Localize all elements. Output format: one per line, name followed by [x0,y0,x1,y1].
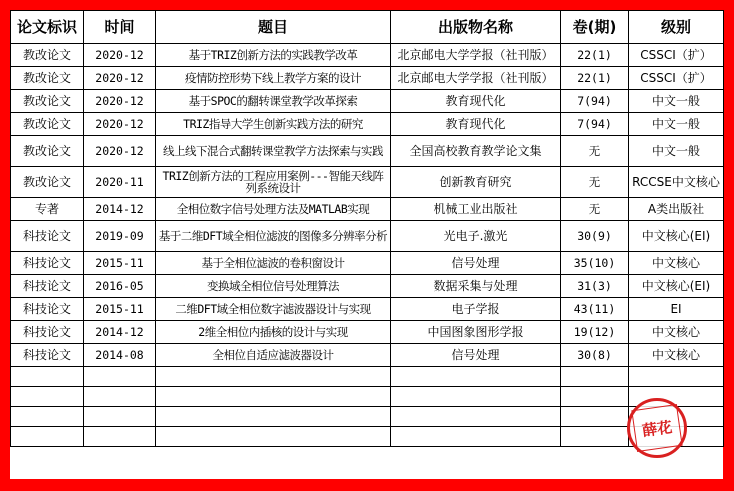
publication-cell: 数据采集与处理 [391,275,561,298]
type-cell: 教改论文 [11,136,84,167]
header-cell: 卷(期) [561,11,629,44]
date-cell: 2020-12 [84,44,156,67]
level-cell: 中文核心(EI) [629,221,724,252]
publication-cell: 信号处理 [391,252,561,275]
volume-cell: 7(94) [561,90,629,113]
title-cell: 2维全相位内插核的设计与实现 [156,321,391,344]
volume-cell: 30(9) [561,221,629,252]
empty-row [11,407,724,427]
header-cell: 题目 [156,11,391,44]
table-row [11,275,724,298]
table-row [11,321,724,344]
volume-cell: 无 [561,136,629,167]
header-cell: 时间 [84,11,156,44]
publication-cell: 机械工业出版社 [391,198,561,221]
document-sheet [10,10,723,479]
volume-cell: 43(11) [561,298,629,321]
publication-cell: 全国高校教育教学论文集 [391,136,561,167]
table-row [11,344,724,367]
table-row [11,198,724,221]
volume-cell: 无 [561,167,629,198]
empty-row [11,387,724,407]
type-cell: 科技论文 [11,252,84,275]
level-cell: CSSCI（扩） [629,67,724,90]
level-cell: A类出版社 [629,198,724,221]
table-row [11,90,724,113]
table-row [11,44,724,67]
volume-cell: 19(12) [561,321,629,344]
level-cell: CSSCI（扩） [629,44,724,67]
date-cell: 2016-05 [84,275,156,298]
title-cell: 全相位自适应滤波器设计 [156,344,391,367]
title-cell: 疫情防控形势下线上教学方案的设计 [156,67,391,90]
volume-cell: 22(1) [561,67,629,90]
title-cell: 基于TRIZ创新方法的实践教学改革 [156,44,391,67]
red-seal-stamp [627,398,687,458]
level-cell: 中文核心 [629,344,724,367]
title-cell: 基于SPOC的翻转课堂教学改革探索 [156,90,391,113]
volume-cell: 30(8) [561,344,629,367]
table-row [11,113,724,136]
seal-text: 薛花 [631,404,682,452]
publication-cell: 教育现代化 [391,113,561,136]
publication-cell: 教育现代化 [391,90,561,113]
title-cell: TRIZ创新方法的工程应用案例---智能天线阵列系统设计 [156,167,391,198]
header-cell: 出版物名称 [391,11,561,44]
level-cell: RCCSE中文核心 [629,167,724,198]
title-cell: 变换域全相位信号处理算法 [156,275,391,298]
header-cell: 论文标识 [11,11,84,44]
level-cell: 中文一般 [629,136,724,167]
date-cell: 2014-12 [84,198,156,221]
header-cell: 级别 [629,11,724,44]
empty-row [11,427,724,447]
date-cell: 2020-12 [84,136,156,167]
table-row [11,298,724,321]
volume-cell: 31(3) [561,275,629,298]
volume-cell: 35(10) [561,252,629,275]
publication-cell: 北京邮电大学学报（社刊版） [391,44,561,67]
date-cell: 2015-11 [84,298,156,321]
date-cell: 2014-12 [84,321,156,344]
publication-cell: 电子学报 [391,298,561,321]
type-cell: 专著 [11,198,84,221]
type-cell: 教改论文 [11,167,84,198]
empty-row [11,367,724,387]
type-cell: 科技论文 [11,221,84,252]
header-row [11,11,724,44]
level-cell: 中文核心 [629,252,724,275]
level-cell: 中文核心(EI) [629,275,724,298]
level-cell: 中文一般 [629,90,724,113]
title-cell: 基于全相位滤波的卷积窗设计 [156,252,391,275]
type-cell: 科技论文 [11,275,84,298]
type-cell: 教改论文 [11,67,84,90]
title-cell: 全相位数字信号处理方法及MATLAB实现 [156,198,391,221]
level-cell: EI [629,298,724,321]
volume-cell: 7(94) [561,113,629,136]
table-row [11,252,724,275]
publication-cell: 北京邮电大学学报（社刊版） [391,67,561,90]
publication-cell: 中国图象图形学报 [391,321,561,344]
date-cell: 2020-12 [84,67,156,90]
title-cell: 基于二维DFT域全相位滤波的图像多分辨率分析 [156,221,391,252]
publication-table [10,10,724,447]
date-cell: 2020-12 [84,113,156,136]
type-cell: 科技论文 [11,344,84,367]
type-cell: 教改论文 [11,44,84,67]
type-cell: 科技论文 [11,298,84,321]
type-cell: 教改论文 [11,113,84,136]
date-cell: 2020-11 [84,167,156,198]
date-cell: 2020-12 [84,90,156,113]
date-cell: 2019-09 [84,221,156,252]
level-cell: 中文一般 [629,113,724,136]
level-cell: 中文核心 [629,321,724,344]
table-row [11,67,724,90]
title-cell: 二维DFT域全相位数字滤波器设计与实现 [156,298,391,321]
table-row [11,167,724,198]
volume-cell: 无 [561,198,629,221]
date-cell: 2015-11 [84,252,156,275]
date-cell: 2014-08 [84,344,156,367]
publication-cell: 信号处理 [391,344,561,367]
type-cell: 科技论文 [11,321,84,344]
table-row [11,136,724,167]
title-cell: 线上线下混合式翻转课堂教学方法探索与实践 [156,136,391,167]
volume-cell: 22(1) [561,44,629,67]
publication-cell: 创新教育研究 [391,167,561,198]
table-row [11,221,724,252]
type-cell: 教改论文 [11,90,84,113]
title-cell: TRIZ指导大学生创新实践方法的研究 [156,113,391,136]
publication-cell: 光电子.激光 [391,221,561,252]
